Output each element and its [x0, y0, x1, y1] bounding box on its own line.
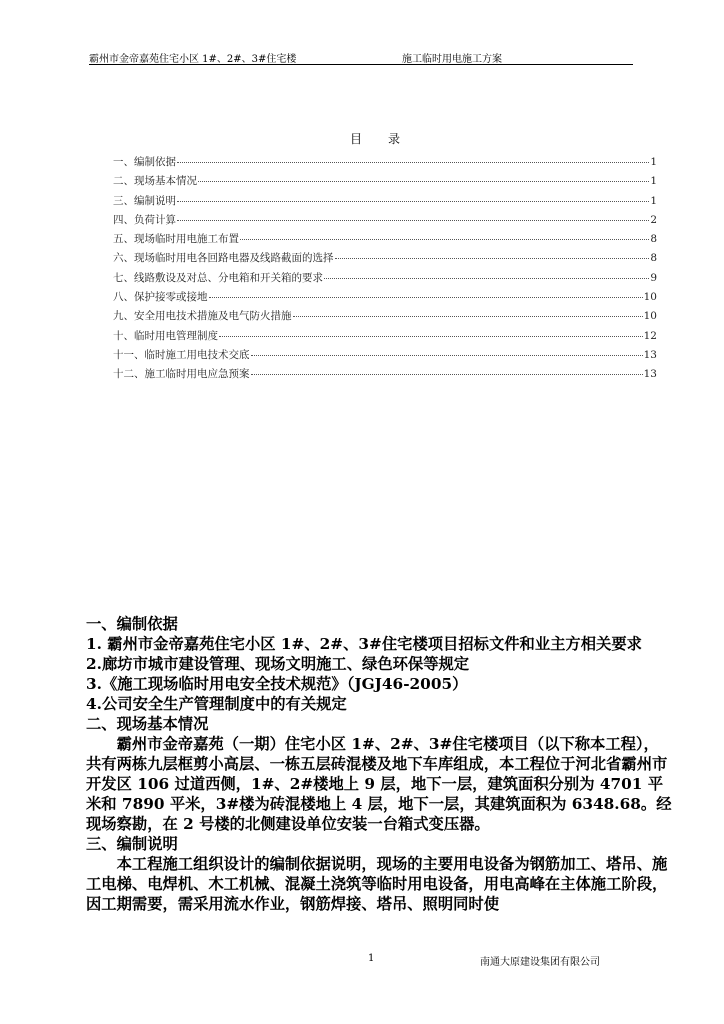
section-heading: 三、编制说明: [86, 835, 178, 853]
basis-item: 3.《施工现场临时用电安全技术规范》（JGJ46-2005）: [86, 675, 468, 693]
toc-leader-dots: [240, 239, 649, 240]
toc-item-page: 2: [650, 213, 657, 226]
toc-item-label: 四、负荷计算: [113, 213, 176, 226]
toc-title: 目录: [349, 132, 426, 146]
toc-leader-dots: [177, 220, 649, 221]
toc-item-page: 1: [650, 194, 657, 207]
toc-item-label: 十一、临时施工用电技术交底: [113, 348, 250, 361]
document-body: [86, 614, 674, 914]
toc-item-label: 三、编制说明: [113, 194, 176, 207]
toc-leader-dots: [177, 201, 649, 202]
toc-item[interactable]: [113, 347, 657, 366]
site-description-paragraph: 霸州市金帝嘉苑（一期）住宅小区 1#、2#、3#住宅楼项目（以下称本工程），共有两栋九层框剪小高层、一栋五层砖混楼及地下车库组成，本工程位于河北省霸州市开发区 106 过道西侧，1#、2#楼地上 9 层，地下一层，建筑面积分别为 4701 平米和 7890 平米，3#楼为砖混楼地上 4 层，地下一层，其建筑面积为 6348.68。经现场察勘，在 2 号楼的北侧建设单位安装一台箱式变压器。: [86, 735, 672, 833]
toc-item[interactable]: [113, 328, 657, 347]
toc-item-label: 八、保护接零或接地: [113, 291, 208, 304]
toc-leader-dots: [177, 162, 649, 163]
page-header: [89, 52, 633, 65]
toc-item-page: 12: [643, 329, 657, 342]
toc-leader-dots: [335, 258, 650, 259]
toc-item[interactable]: [113, 154, 657, 173]
section-heading: 一、编制依据: [86, 615, 178, 633]
toc-item-label: 六、现场临时用电各回路电器及线路截面的选择: [113, 252, 334, 265]
toc-item[interactable]: [113, 173, 657, 192]
toc-leader-dots: [219, 336, 643, 337]
toc-item-label: 七、线路敷设及对总、分电箱和开关箱的要求: [113, 271, 323, 284]
footer-company-name: 南通大原建设集团有限公司: [480, 957, 600, 968]
toc-item-page: 1: [650, 175, 657, 188]
basis-item: 1. 霸州市金帝嘉苑住宅小区 1#、2#、3#住宅楼项目招标文件和业主方相关要求: [86, 635, 642, 653]
header-document-title: 施工临时用电施工方案: [402, 54, 502, 65]
toc-item-label: 九、安全用电技术措施及电气防火措施: [113, 310, 292, 323]
toc-leader-dots: [209, 297, 643, 298]
toc-item-page: 9: [650, 271, 657, 284]
page-number: 1: [368, 953, 375, 964]
basis-item: 2.廊坊市城市建设管理、现场文明施工、绿色环保等规定: [86, 655, 470, 673]
toc-item-page: 10: [643, 291, 657, 304]
toc-leader-dots: [251, 374, 643, 375]
explanation-paragraph: 本工程施工组织设计的编制依据说明，现场的主要用电设备为钢筋加工、塔吊、施工电梯、电焊机、木工机械、混凝土浇筑等临时用电设备，用电高峰在主体施工阶段，因工期需要，需采用流水作业，钢筋焊接、塔吊、照明同时使: [86, 855, 668, 913]
toc-item[interactable]: [113, 308, 657, 327]
toc-leader-dots: [251, 355, 643, 356]
basis-item: 4.公司安全生产管理制度中的有关规定: [86, 695, 347, 713]
table-of-contents: [113, 154, 657, 386]
toc-item[interactable]: [113, 366, 657, 385]
toc-item-label: 十二、施工临时用电应急预案: [113, 368, 250, 381]
toc-item-label: 五、现场临时用电施工布置: [113, 233, 239, 246]
toc-item[interactable]: [113, 231, 657, 250]
toc-item-label: 十、临时用电管理制度: [113, 329, 218, 342]
toc-item-label: 一、编制依据: [113, 156, 176, 168]
toc-item[interactable]: [113, 250, 657, 269]
toc-item-page: 1: [650, 156, 657, 168]
toc-item-page: 13: [643, 368, 657, 381]
toc-leader-dots: [198, 181, 649, 182]
toc-item-page: 10: [643, 310, 657, 323]
section-heading: 二、现场基本情况: [86, 715, 209, 733]
toc-item-page: 8: [650, 233, 657, 246]
toc-item[interactable]: [113, 212, 657, 231]
toc-leader-dots: [324, 278, 649, 279]
toc-item[interactable]: [113, 193, 657, 212]
toc-leader-dots: [293, 316, 643, 317]
toc-item[interactable]: [113, 270, 657, 289]
toc-item[interactable]: [113, 289, 657, 308]
toc-item-page: 13: [643, 348, 657, 361]
toc-item-label: 二、现场基本情况: [113, 175, 197, 188]
toc-item-page: 8: [650, 252, 657, 265]
header-project-name: 霸州市金帝嘉苑住宅小区 1#、2#、3#住宅楼: [89, 54, 297, 65]
